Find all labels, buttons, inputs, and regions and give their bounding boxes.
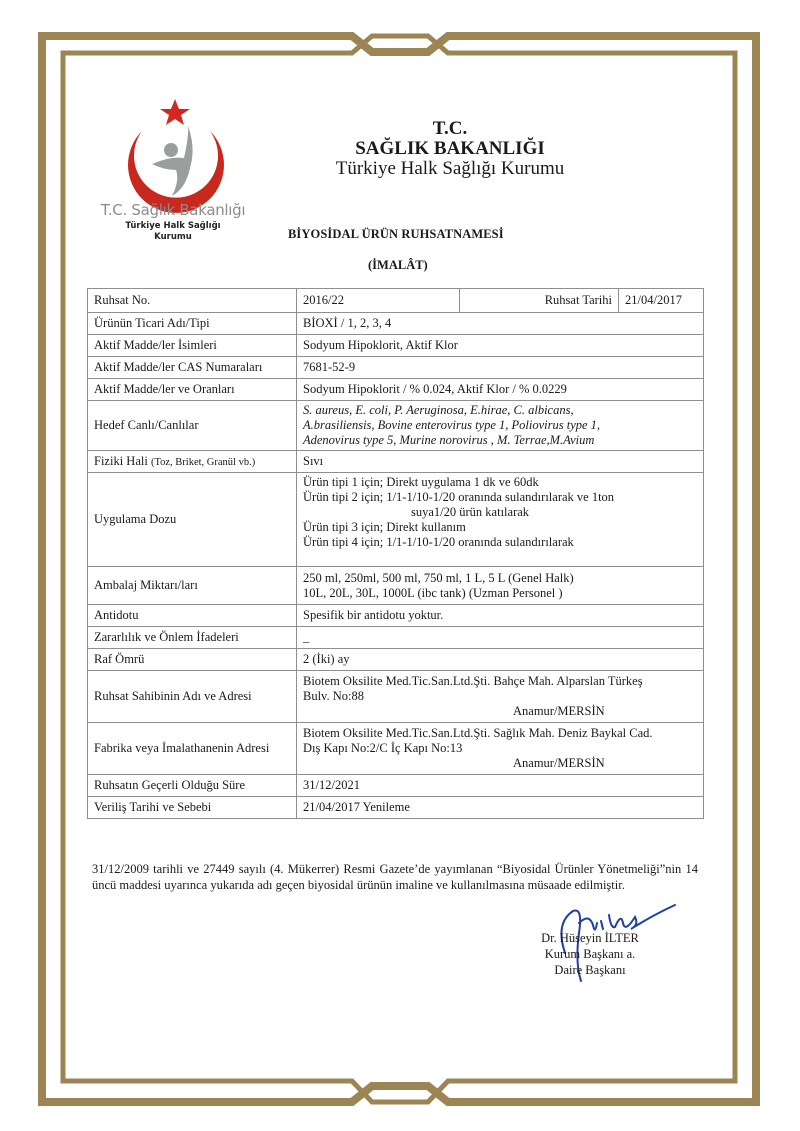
signatory-department: Daire Başkanı bbox=[554, 963, 626, 977]
physical-label-note: (Toz, Briket, Granül vb.) bbox=[150, 456, 256, 468]
row-value: Sodyum Hipoklorit / % 0.024, Aktif Klor / % 0.0229 bbox=[297, 379, 704, 401]
factory-line: Dış Kapı No:2/C İç Kapı No:13 bbox=[303, 741, 463, 755]
signatory-name: Dr. Hüseyin İLTER bbox=[541, 931, 639, 945]
table-row bbox=[88, 335, 704, 357]
signatory-title: Kurum Başkanı a. bbox=[544, 947, 636, 961]
row-value: Sodyum Hipoklorit, Aktif Klor bbox=[297, 335, 704, 357]
license-date-value: 21/04/2017 bbox=[619, 289, 704, 313]
target-label: Hedef Canlı/Canlılar bbox=[88, 401, 297, 451]
packaging-line: 250 ml, 250ml, 500 ml, 750 ml, 1 L, 5 L (Genel Halk) bbox=[303, 570, 574, 585]
table-row bbox=[88, 605, 704, 627]
header-institution: Türkiye Halk Sağlığı Kurumu bbox=[335, 158, 565, 179]
physical-label bbox=[88, 451, 297, 473]
dose-line: suya1/20 ürün katılarak bbox=[411, 505, 530, 519]
holder-line: Biotem Oksilite Med.Tic.San.Ltd.Şti. Bahçe Mah. Alparslan Türkeş bbox=[303, 674, 643, 688]
holder-label: Ruhsat Sahibinin Adı ve Adresi bbox=[88, 671, 297, 723]
dose-line: Ürün tipi 1 için; Direkt uygulama 1 dk ve 60dk bbox=[303, 475, 539, 489]
table-row bbox=[88, 451, 704, 473]
row-label: Ürünün Ticari Adı/Tipi bbox=[88, 313, 297, 335]
factory-label: Fabrika veya İmalathanenin Adresi bbox=[88, 723, 297, 775]
row-label: Aktif Madde/ler CAS Numaraları bbox=[88, 357, 297, 379]
license-table bbox=[87, 288, 704, 819]
physical-label-text: Fiziki Hali bbox=[94, 453, 148, 468]
table-row bbox=[88, 775, 704, 797]
document-subtitle: (İMALÂT) bbox=[368, 258, 428, 272]
validity-value: 31/12/2021 bbox=[297, 775, 704, 797]
table-row bbox=[88, 379, 704, 401]
table-row bbox=[88, 473, 704, 567]
factory-value bbox=[297, 723, 704, 775]
table-row bbox=[88, 723, 704, 775]
packaging-line: 10L, 20L, 30L, 1000L (ibc tank) (Uzman Personel ) bbox=[303, 585, 563, 600]
target-line: A.brasiliensis, Bovine enterovirus type 1, Poliovirus type 1, bbox=[303, 418, 601, 432]
row-label: Aktif Madde/ler ve Oranları bbox=[88, 379, 297, 401]
dose-value bbox=[297, 473, 704, 567]
table-row bbox=[88, 627, 704, 649]
antidote-value: Spesifik bir antidotu yoktur. bbox=[297, 605, 704, 627]
factory-line: Biotem Oksilite Med.Tic.San.Ltd.Şti. Sağlık Mah. Deniz Baykal Cad. bbox=[303, 726, 653, 740]
header-country: T.C. bbox=[432, 118, 468, 139]
dose-line: Ürün tipi 2 için; 1/1-1/10-1/20 oranında sulandırılarak ve 1ton bbox=[303, 490, 615, 504]
table-row bbox=[88, 671, 704, 723]
issue-value: 21/04/2017 Yenileme bbox=[297, 797, 704, 819]
validity-label: Ruhsatın Geçerli Olduğu Süre bbox=[88, 775, 297, 797]
dose-line: Ürün tipi 3 için; Direkt kullanım bbox=[303, 520, 466, 534]
star-icon bbox=[160, 99, 190, 125]
dose-label: Uygulama Dozu bbox=[88, 473, 297, 567]
signature-block bbox=[520, 930, 660, 978]
hazard-value: _ bbox=[297, 627, 704, 649]
target-line: Adenovirus type 5, Murine norovirus , M. Terrae,M.Avium bbox=[303, 433, 595, 447]
license-no-value: 2016/22 bbox=[297, 289, 460, 313]
table-row bbox=[88, 567, 704, 605]
logo-name: T.C. Sağlık Bakanlığı bbox=[100, 201, 246, 219]
holder-city: Anamur/MERSİN bbox=[513, 704, 605, 718]
document-title: BİYOSİDAL ÜRÜN RUHSATNAMESİ bbox=[288, 227, 504, 241]
antidote-label: Antidotu bbox=[88, 605, 297, 627]
holder-value bbox=[297, 671, 704, 723]
shelf-life-value: 2 (İki) ay bbox=[297, 649, 704, 671]
physical-value: Sıvı bbox=[297, 451, 704, 473]
factory-city: Anamur/MERSİN bbox=[513, 756, 605, 770]
hazard-label: Zararlılık ve Önlem İfadeleri bbox=[88, 627, 297, 649]
packaging-value bbox=[297, 567, 704, 605]
packaging-label: Ambalaj Miktarı/ları bbox=[88, 567, 297, 605]
table-row bbox=[88, 649, 704, 671]
target-value bbox=[297, 401, 704, 451]
dose-line: Ürün tipi 4 için; 1/1-1/10-1/20 oranında sulandırılarak bbox=[303, 535, 574, 549]
issue-label: Veriliş Tarihi ve Sebebi bbox=[88, 797, 297, 819]
table-row bbox=[88, 357, 704, 379]
row-label: Aktif Madde/ler İsimleri bbox=[88, 335, 297, 357]
table-row bbox=[88, 313, 704, 335]
approval-statement: 31/12/2009 tarihli ve 27449 sayılı (4. Mükerrer) Resmi Gazete’de yayımlanan “Biyosidal Ürünler Yönetmeliği”nin 14 üncü maddesi uyarınca yukarıda adı geçen biyosidal ürünün imaline ve kullanılmasına müsaade edilmiştir. bbox=[92, 862, 698, 892]
table-row bbox=[88, 797, 704, 819]
license-date-label: Ruhsat Tarihi bbox=[460, 289, 619, 313]
header-ministry: SAĞLIK BAKANLIĞI bbox=[355, 138, 545, 159]
table-row bbox=[88, 401, 704, 451]
license-no-label: Ruhsat No. bbox=[88, 289, 297, 313]
row-value: BİOXİ / 1, 2, 3, 4 bbox=[297, 313, 704, 335]
target-line: S. aureus, E. coli, P. Aeruginosa, E.hirae, C. albicans, bbox=[303, 403, 574, 417]
logo-subtitle-line1: Türkiye Halk Sağlığı bbox=[125, 221, 221, 231]
table-row bbox=[88, 289, 704, 313]
logo-subtitle bbox=[98, 221, 248, 243]
row-value: 7681-52-9 bbox=[297, 357, 704, 379]
logo-subtitle-line2: Kurumu bbox=[154, 232, 192, 242]
shelf-life-label: Raf Ömrü bbox=[88, 649, 297, 671]
holder-line: Bulv. No:88 bbox=[303, 689, 364, 703]
